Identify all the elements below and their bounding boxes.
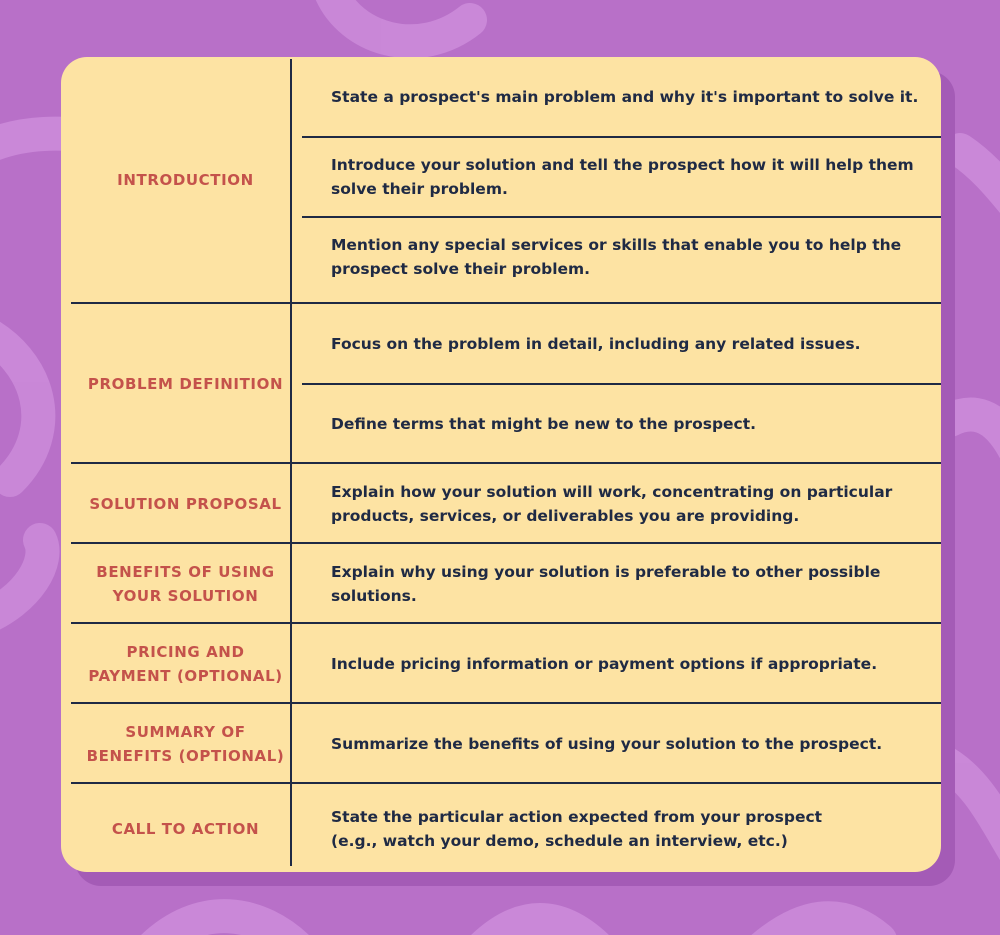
proposal-outline-table: [61, 57, 941, 872]
section-row: [71, 57, 941, 302]
section-label: PRICING AND PAYMENT (OPTIONAL): [88, 643, 283, 685]
section-item-text: Include pricing information or payment options if appropriate.: [331, 655, 878, 673]
section-item: [302, 217, 941, 297]
section-row: [71, 302, 941, 464]
section-item: [302, 304, 941, 384]
section-item-text: Introduce your solution and tell the prospect how it will help them solve their problem.: [331, 156, 914, 198]
section-item-text: State the particular action expected from your prospect (e.g., watch your demo, schedule an interview, etc.): [331, 808, 823, 850]
section-item: [302, 544, 941, 624]
section-label: PROBLEM DEFINITION: [87, 375, 284, 393]
section-label: INTRODUCTION: [117, 170, 254, 189]
section-item: [302, 464, 941, 544]
section-label: SOLUTION PROPOSAL: [89, 495, 282, 513]
section-item: [302, 704, 941, 784]
section-item-text: Summarize the benefits of using your solution to the prospect.: [331, 735, 883, 753]
section-row: [71, 702, 941, 784]
section-label: SUMMARY OF BENEFITS (OPTIONAL): [86, 723, 285, 765]
section-item: [302, 624, 941, 704]
section-item: [302, 57, 941, 137]
section-item: [302, 137, 941, 217]
section-label: BENEFITS OF USING YOUR SOLUTION: [96, 563, 275, 605]
section-row: [71, 462, 941, 544]
section-item-text: Mention any special services or skills that enable you to help the prospect solve their problem.: [331, 236, 902, 278]
section-label: CALL TO ACTION: [111, 820, 260, 838]
section-item-text: Focus on the problem in detail, including any related issues.: [331, 335, 861, 353]
section-item: [302, 784, 941, 872]
section-item-text: Explain why using your solution is preferable to other possible solutions.: [331, 563, 881, 605]
section-row: [71, 782, 941, 872]
section-row: [71, 622, 941, 704]
section-item: [302, 384, 941, 464]
section-row: [71, 542, 941, 624]
section-item-text: Explain how your solution will work, concentrating on particular products, services, or deliverables you are providing.: [331, 483, 893, 525]
section-item-text: State a prospect's main problem and why it's important to solve it.: [331, 88, 919, 106]
section-item-text: Define terms that might be new to the prospect.: [331, 415, 757, 433]
